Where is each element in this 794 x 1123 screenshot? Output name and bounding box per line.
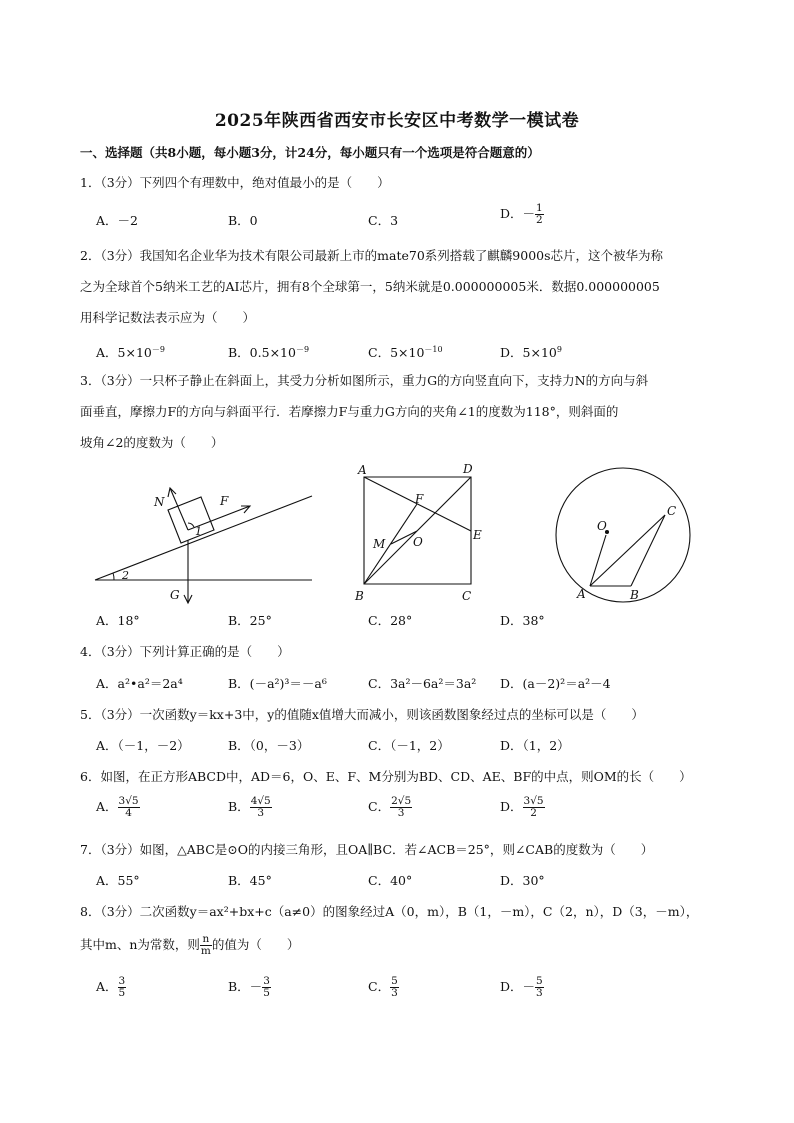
q8-option-c-fraction (390, 976, 399, 999)
q5-option-b: B．（0，－3） (228, 738, 310, 753)
q3-line-2: 面垂直，摩擦力F的方向与斜面平行．若摩擦力F与重力G方向的夹角∠1的度数为118°，则斜面的 (80, 404, 619, 419)
label-N: N (154, 495, 165, 509)
label-A: A (358, 463, 367, 477)
label-A3: A (577, 587, 586, 601)
fraction-denominator: 3 (397, 807, 405, 819)
q6-option-c-prefix: C． (368, 799, 391, 814)
q6-option-d-prefix: D． (500, 799, 523, 814)
q8-option-a-fraction (118, 976, 127, 999)
fraction-numerator: 1 (536, 202, 543, 214)
q2-option-a-base: A．5×10 (96, 345, 152, 361)
label-G: G (170, 588, 180, 602)
q2-option-b-exponent: －9 (295, 345, 310, 354)
q8-option-d (500, 976, 544, 999)
label-angle-2: 2 (122, 569, 129, 582)
q4-option-d: D．(a－2)²＝a²－4 (500, 676, 611, 691)
q3-line-3: 坡角∠2的度数为（ ） (80, 435, 224, 450)
q3-option-c: C．28° (368, 613, 413, 628)
q4-option-c: C．3a²－6a²＝3a² (368, 676, 477, 691)
q6-option-a-prefix: A． (96, 799, 118, 814)
fraction-numerator: 2√5 (391, 795, 412, 807)
q5-option-a: A．（－1，－2） (96, 738, 190, 753)
q8-option-d-prefix: D．－ (500, 979, 536, 994)
q6-option-c (368, 796, 412, 819)
square-figure (355, 462, 495, 607)
fraction-numerator: 5 (536, 975, 543, 987)
label-B3: B (630, 588, 639, 602)
fraction-denominator: 2 (536, 214, 543, 226)
fraction-numerator: 3 (118, 975, 126, 987)
q2-option-d-exponent: 9 (556, 345, 562, 354)
q8-line-1: 8．（3分）二次函数y＝ax²+bx+c（a≠0）的图象经过A（0，m），B（1，－m），C（2，n），D（3，－m）， (80, 904, 699, 919)
label-F2: F (415, 492, 424, 506)
q3-option-b: B．25° (228, 613, 272, 628)
q8-option-b-fraction (262, 976, 271, 999)
angle-2-arc (113, 573, 114, 580)
q5-option-c: C．（－1，2） (368, 738, 450, 753)
q8-option-b-prefix: B．－ (228, 979, 263, 994)
fraction-denominator: 4 (125, 807, 132, 819)
q6-option-b-fraction (250, 796, 272, 819)
q2-option-b (228, 342, 309, 361)
q2-option-c-base: C．5×10 (368, 345, 425, 361)
q6-option-b-prefix: B． (228, 799, 250, 814)
q2-line-1: 2．（3分）我国知名企业华为技术有限公司最新上市的mate70系列搭载了麒麟9000s芯片，这个被华为称 (80, 248, 664, 263)
q2-option-b-base: B．0.5×10 (228, 345, 296, 361)
q2-option-d (500, 342, 562, 361)
q2-line-2: 之为全球首个5纳米工艺的AI芯片，拥有8个全球第一，5纳米就是0.000000005米．数据0.000000005 (80, 279, 660, 294)
q2-option-d-base: D．5×10 (500, 345, 557, 361)
page-title: 2025年陕西省西安市长安区中考数学一模试卷 (214, 111, 580, 131)
q2-option-c (368, 342, 443, 361)
fraction-denominator: 2 (530, 807, 537, 819)
q6-option-c-fraction (390, 796, 412, 819)
fraction-denominator: 3 (536, 987, 543, 999)
q7-stem: 7．（3分）如图，△ABC是⊙O的内接三角形，且OA∥BC．若∠ACB＝25°，则∠CAB的度数为（ ） (80, 842, 654, 857)
q6-option-a-fraction (118, 796, 140, 819)
label-C: C (462, 589, 472, 603)
q6-stem: 6．如图，在正方形ABCD中，AD＝6，O、E、F、M分别为BD、CD、AE、BF的中点，则OM的长（ ） (80, 769, 692, 784)
q8-option-d-fraction (535, 976, 544, 999)
q2-option-a-exponent: －9 (151, 345, 165, 354)
q5-stem: 5．（3分）一次函数y＝kx+3中，y的值随x值增大而减小，则该函数图象经过点的坐标可以是（ ） (80, 707, 644, 722)
fraction-denominator: 3 (257, 807, 265, 819)
q7-option-d: D．30° (500, 873, 545, 888)
segment-BC (631, 515, 665, 586)
fraction-numerator: 5 (391, 975, 398, 987)
circle-O (556, 468, 690, 602)
q1-option-d-fraction (535, 203, 544, 226)
q1-option-d-prefix: D．－ (500, 206, 536, 221)
q3-line-1: 3．（3分）一只杯子静止在斜面上，其受力分析如图所示，重力G的方向竖直向下，支持力N的方向与斜 (80, 373, 649, 388)
incline-line (95, 496, 312, 580)
q1-option-d (500, 203, 544, 226)
q8-line-2-prefix: 其中m、n为常数，则 (80, 937, 200, 952)
incline-force-figure (90, 485, 320, 605)
q4-option-a: A．a²•a²＝2a⁴ (96, 676, 183, 691)
fraction-denominator: 5 (263, 987, 270, 999)
label-M: M (373, 537, 386, 551)
q8-n-over-m-fraction (200, 934, 212, 957)
fraction-numerator: 3 (263, 975, 270, 987)
label-D: D (463, 462, 473, 476)
q3-option-a: A．18° (96, 613, 140, 628)
q7-option-b: B．45° (228, 873, 272, 888)
q3-option-d: D．38° (500, 613, 545, 628)
section-heading: 一、选择题（共8小题，每小题3分，计24分，每小题只有一个选项是符合题意的） (80, 145, 540, 160)
label-F: F (220, 494, 229, 508)
label-B: B (355, 589, 364, 603)
q6-option-d (500, 796, 545, 819)
q4-stem: 4．（3分）下列计算正确的是（ ） (80, 644, 290, 659)
q8-option-a-prefix: A． (96, 979, 118, 994)
fraction-denominator: m (200, 945, 211, 957)
q1-stem: 1．（3分）下列四个有理数中，绝对值最小的是（ ） (80, 175, 390, 190)
label-E: E (473, 528, 482, 542)
label-O: O (413, 535, 423, 549)
q6-option-b (228, 796, 272, 819)
q7-option-a: A．55° (96, 873, 140, 888)
q4-option-b: B．(－a²)³＝－a⁶ (228, 676, 327, 691)
fraction-denominator: 3 (391, 987, 398, 999)
q2-line-3: 用科学记数法表示应为（ ） (80, 310, 256, 325)
q8-option-a (96, 976, 126, 999)
angle-1-arc (188, 523, 194, 527)
q6-option-d-fraction (523, 796, 545, 819)
q8-option-c (368, 976, 399, 999)
q8-line-2-suffix: 的值为（ ） (211, 937, 300, 952)
q2-option-c-exponent: －10 (424, 345, 443, 354)
label-O3: O (597, 519, 607, 533)
fraction-numerator: 3√5 (523, 795, 544, 807)
q2-option-a (96, 342, 165, 361)
fraction-numerator: 3√5 (118, 795, 139, 807)
q8-option-c-prefix: C． (368, 979, 391, 994)
fraction-denominator: 5 (118, 987, 126, 999)
q7-option-c: C．40° (368, 873, 413, 888)
q8-option-b (228, 976, 271, 999)
q5-option-d: D．（1，2） (500, 738, 570, 753)
segment-BF (364, 504, 417, 584)
q1-option-b: B．0 (228, 213, 258, 228)
fraction-numerator: n (200, 934, 212, 946)
label-C3: C (667, 504, 677, 518)
circle-figure (545, 465, 695, 610)
fraction-numerator: 4√5 (250, 795, 271, 807)
q1-option-a: A．－2 (96, 213, 138, 228)
label-angle-1: 1 (195, 525, 202, 538)
q6-option-a (96, 796, 140, 819)
normal-arrow (170, 488, 188, 530)
q8-line-2 (80, 934, 299, 957)
q1-option-c: C．3 (368, 213, 399, 228)
